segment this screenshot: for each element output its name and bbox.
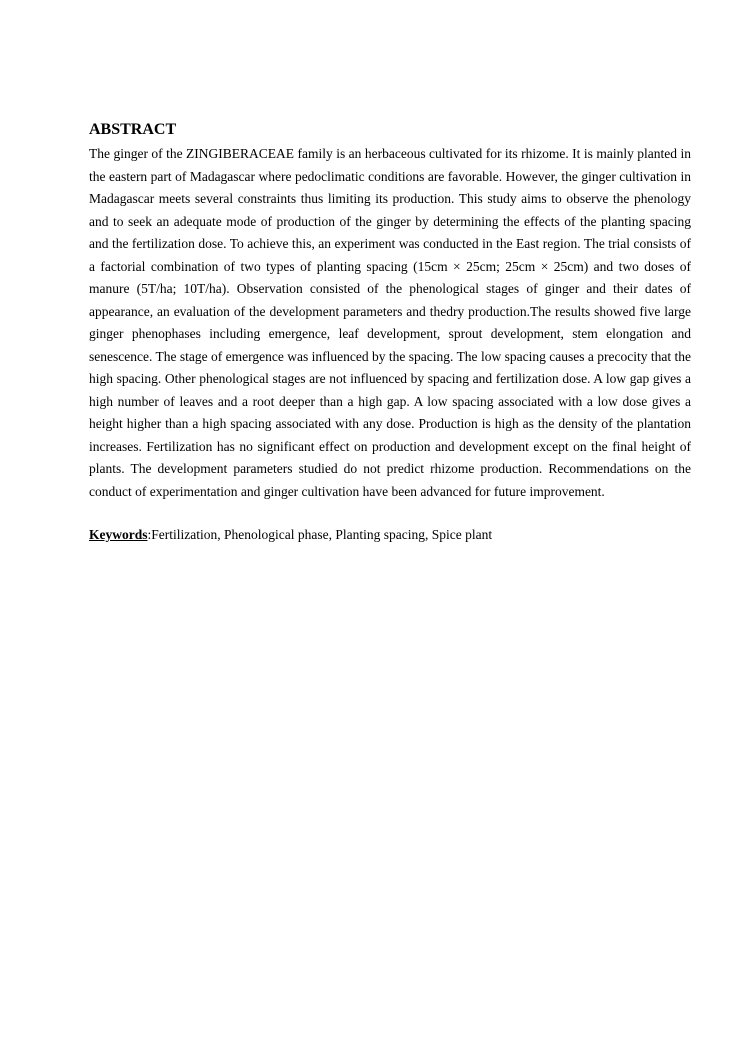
keywords-separator: : bbox=[147, 527, 152, 542]
keywords-text: Fertilization, Phenological phase, Planting spacing, Spice plant bbox=[151, 527, 493, 542]
keywords-label: Keywords bbox=[89, 527, 148, 542]
abstract-section bbox=[89, 120, 691, 546]
abstract-body: The ginger of the ZINGIBERACEAE family is an herbaceous cultivated for its rhizome. It is mainly planted in the eastern part of Madagascar where pedoclimatic conditions are favorable. However, the ginger cultivation in Madagascar meets several constraints thus limiting its production. This study aims to observe the phenology and to seek an adequate mode of production of the ginger by determining the effects of the planting spacing and the fertilization dose. To achieve this, an experiment was conducted in the East region. The trial consists of a factorial combination of two types of planting spacing (15cm × 25cm; 25cm × 25cm) and two doses of manure (5T/ha; 10T/ha). Observation consisted of the phenological stages of ginger and their dates of appearance, an evaluation of the development parameters and thedry production.The results showed five large ginger phenophases including emergence, leaf development, sprout development, stem elongation and senescence. The stage of emergence was influenced by the spacing. The low spacing causes a precocity that the high spacing. Other phenological stages are not influenced by spacing and fertilization dose. A low gap gives a high number of leaves and a root deeper than a high gap. A low spacing associated with a low dose gives a height higher than a high spacing associated with any dose. Production is high as the density of the plantation increases. Fertilization has no significant effect on production and development except on the final height of plants. The development parameters studied do not predict rhizome production. Recommendations on the conduct of experimentation and ginger cultivation have been advanced for future improvement. bbox=[89, 146, 691, 499]
keywords-line bbox=[89, 524, 691, 546]
abstract-heading: ABSTRACT bbox=[89, 121, 177, 138]
